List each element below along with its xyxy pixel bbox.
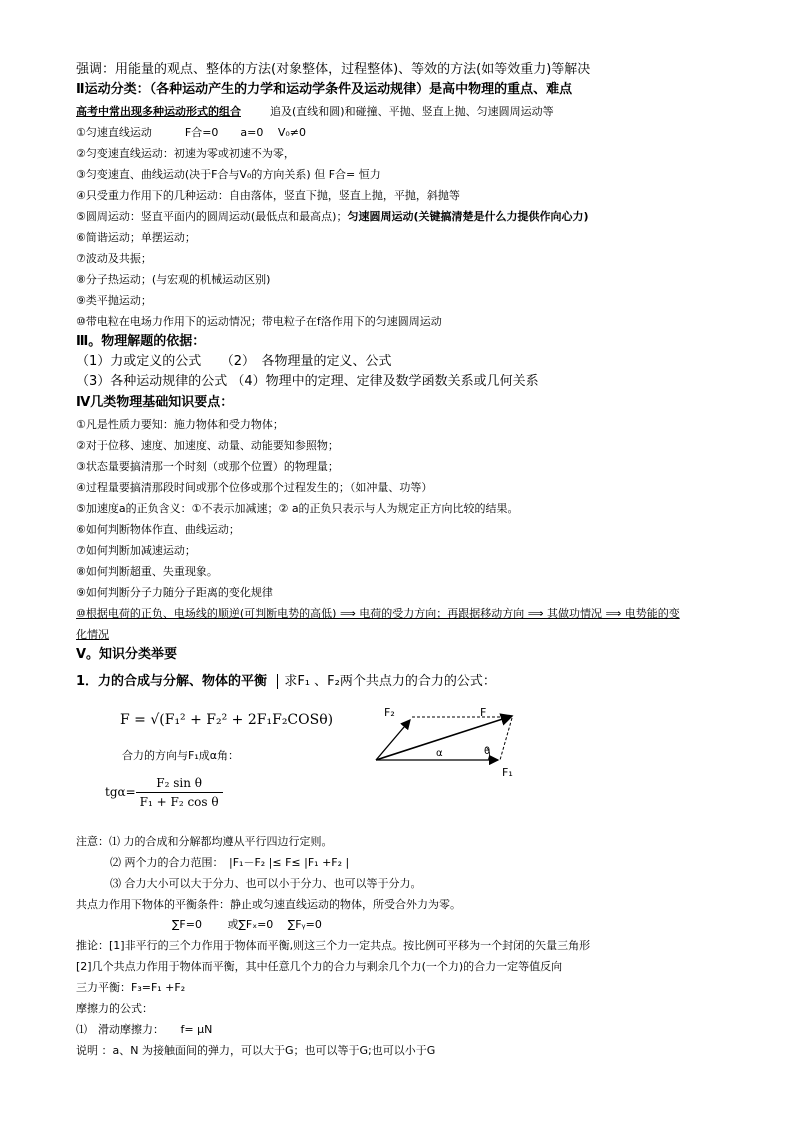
resultant-formula-intro: 求F₁ 、F₂两个共点力的合力的公式： <box>284 674 496 689</box>
tan-alpha-label: tgα= <box>105 785 136 799</box>
motion-item-4: ④只受重力作用下的几种运动：自由落体，竖直下抛，竖直上抛，平抛，斜抛等 <box>76 189 460 202</box>
combination-heading: 高考中常出现多种运动形式的组合 <box>76 105 241 118</box>
label-f1: F₁ <box>502 766 513 779</box>
tan-alpha-numerator: F₂ sin θ <box>136 776 223 793</box>
section-iv-heading: Ⅳ几类物理基础知识要点： <box>76 395 234 410</box>
point-item-10: ⑩根据电荷的正负、电场线的顺逆(可判断电势的高低) ⟹ 电荷的受力方向；再跟据移动方向 ⟹ 其做功情况 ⟹ 电势能的变 <box>76 607 680 620</box>
point-item-3: ③状态量要搞清那一个时刻（或那个位置）的物理量； <box>76 460 339 473</box>
motion-item-2: ②匀变速直线运动：初速为零或初速不为零， <box>76 147 295 160</box>
motion-item-5 <box>76 209 589 225</box>
resultant-vector <box>376 716 512 760</box>
motion-item-8: ⑧分子热运动；(与宏观的机械运动区别) <box>76 273 271 286</box>
three-force-equilibrium: 三力平衡：F₃=F₁ +F₂ <box>76 981 186 994</box>
section-ii-heading: Ⅱ运动分类：（各种运动产生的力学和运动学条件及运动规律）是高中物理的重点、难点 <box>76 82 573 97</box>
equilibrium-condition: 共点力作用下物体的平衡条件：静止或匀速直线运动的物体，所受合外力为零。 <box>76 898 461 911</box>
force-section-line <box>76 674 496 690</box>
uniform-circular-note: 匀速圆周运动(关键搞清楚是什么力提供作向心力) <box>347 210 589 223</box>
equilibrium-formula: ∑F=0 或∑Fₓ=0 ∑Fᵧ=0 <box>172 918 322 931</box>
point-item-8: ⑧如何判断超重、失重现象。 <box>76 565 218 578</box>
point-item-9: ⑨如何判断分子力随分子距离的变化规律 <box>76 586 273 599</box>
motion-item-9: ⑨类平抛运动； <box>76 294 152 307</box>
point-item-7: ⑦如何判断加减速运动； <box>76 544 196 557</box>
emphasis-line: 强调：用能量的观点、整体的方法(对象整体，过程整体)、等效的方法(如等效重力)等解决 <box>76 62 591 77</box>
point-item-5: ⑤加速度a的正负含义：①不表示加减速；② a的正负只表示与人为规定正方向比较的结果。 <box>76 502 519 515</box>
motion-item-7: ⑦波动及共振； <box>76 252 152 265</box>
sliding-friction-line: ⑴ 滑动摩擦力： f= μN <box>76 1023 213 1036</box>
parallel-line-right <box>500 718 512 760</box>
point-item-10-cont: 化情况 <box>76 628 109 641</box>
motion-item-3: ③匀变速直、曲线运动(决于F合与V₀的方向关系) 但 F合= 恒力 <box>76 168 381 181</box>
motion-item-1: ①匀速直线运动 F合=0 a=0 V₀≠0 <box>76 126 307 139</box>
force-parallelogram-diagram <box>370 700 530 790</box>
friction-formula-heading: 摩擦力的公式： <box>76 1002 153 1015</box>
circular-motion-text: ⑤圆周运动：竖直平面内的圆周运动(最低点和最高点)； <box>76 210 348 223</box>
point-item-6: ⑥如何判断物体作直、曲线运动； <box>76 523 240 536</box>
label-f2: F₂ <box>384 706 395 719</box>
corollary-line-1: 推论：[1]非平行的三个力作用于物体而平衡,则这三个力一定共点。按比例可平移为一个封闭的矢量三角形 <box>76 939 591 952</box>
point-item-2: ②对于位移、速度、加速度、动量、动能要知参照物； <box>76 439 339 452</box>
motion-item-6: ⑥简谐运动；单摆运动； <box>76 231 196 244</box>
note-line-3: ⑶ 合力大小可以大于分力、也可以小于分力、也可以等于分力。 <box>110 877 422 890</box>
tan-alpha-formula <box>105 776 223 809</box>
note-line-1: 注意：⑴ 力的合成和分解都均遵从平行四边行定则。 <box>76 835 333 848</box>
tan-alpha-denominator: F₁ + F₂ cos θ <box>139 795 219 809</box>
basis-line-1: （1）力或定义的公式 （2） 各物理量的定义、公式 <box>76 354 392 369</box>
section-iii-heading: Ⅲ。物理解题的依据： <box>76 334 206 349</box>
label-f: F <box>480 706 487 719</box>
point-item-4: ④过程量要搞清那段时间或那个位侈或那个过程发生的；（如冲量、功等） <box>76 481 433 494</box>
combination-list: 追及(直线和圆)和碰撞、平抛、竖直上抛、匀速圆周运动等 <box>270 105 554 118</box>
resultant-force-formula: F = √(F₁² + F₂² + 2F₁F₂COSθ) <box>120 712 334 728</box>
friction-explanation: 说明 ：a、N 为接触面间的弹力，可以大于G；也可以等于G;也可以小于G <box>76 1044 436 1057</box>
resultant-direction-text: 合力的方向与F₁成α角： <box>122 749 239 762</box>
point-item-1: ①凡是性质力要知：施力物体和受力物体； <box>76 418 284 431</box>
note-line-2: ⑵ 两个力的合力范围： |F₁－F₂ |≤ F≤ |F₁ +F₂ | <box>110 856 350 869</box>
label-alpha: α <box>436 748 443 759</box>
force-section-title: 1．力的合成与分解、物体的平衡 <box>76 674 268 689</box>
section-v-heading: Ⅴ。知识分类举要 <box>76 647 178 662</box>
basis-line-2: （3）各种运动规律的公式 （4）物理中的定理、定律及数学函数关系或几何关系 <box>76 374 539 389</box>
motion-item-10: ⑩带电粒在电场力作用下的运动情况；带电粒子在f洛作用下的匀速圆周运动 <box>76 315 442 328</box>
corollary-line-2: [2]几个共点力作用于物体而平衡，其中任意几个力的合力与剩余几个力(一个力)的合力一定等值反向 <box>76 960 563 973</box>
label-theta: θ <box>484 746 491 757</box>
motion-combination-line <box>76 104 554 120</box>
tan-alpha-fraction <box>136 776 223 809</box>
